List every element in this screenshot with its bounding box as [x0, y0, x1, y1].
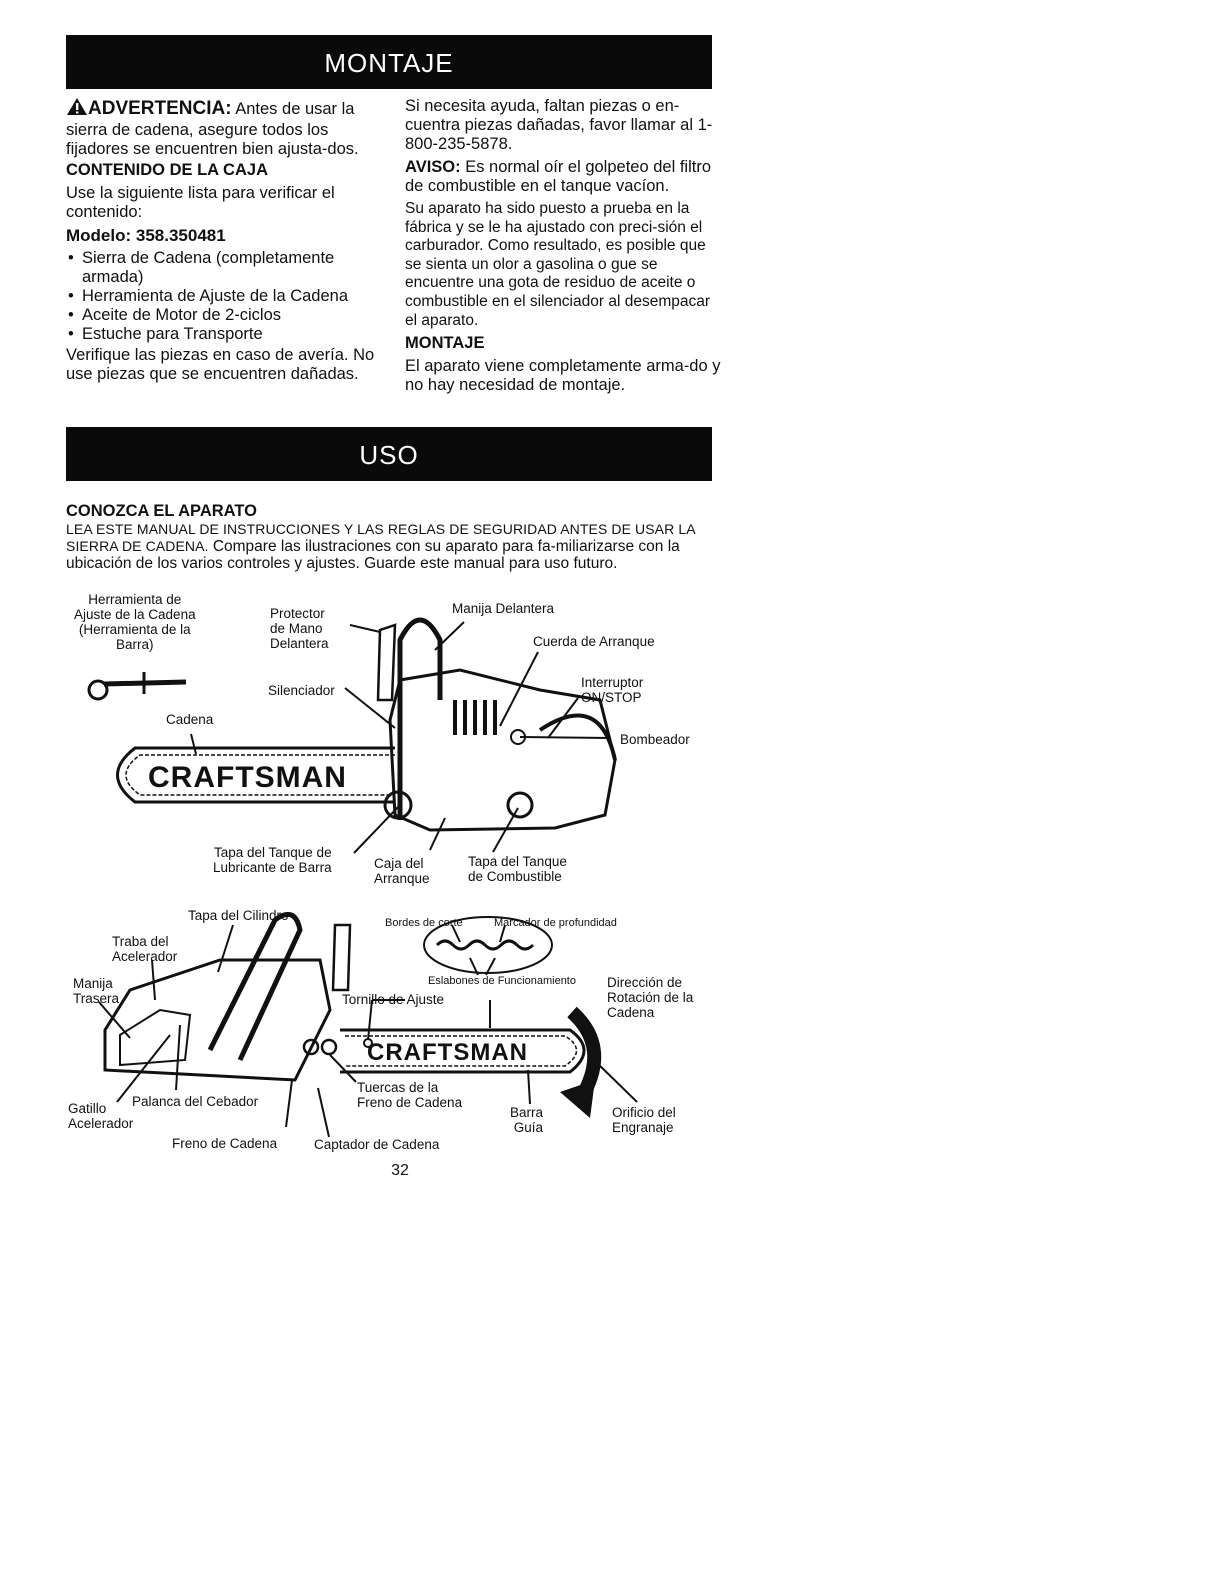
uso-intro: [66, 503, 726, 572]
label-tuercas: Tuercas de la Freno de Cadena: [357, 1080, 463, 1110]
label-tool: Herramienta de Ajuste de la Cadena (Herramienta de la Barra): [74, 592, 196, 652]
label-cuerda: Cuerda de Arranque: [533, 634, 655, 649]
aviso-paragraph: [405, 158, 725, 196]
label-interruptor: Interruptor ON/STOP: [581, 675, 644, 705]
warning-label: ADVERTENCIA:: [88, 98, 232, 119]
label-cadena: Cadena: [166, 712, 214, 727]
label-silenciador: Silenciador: [268, 683, 335, 698]
label-palanca: Palanca del Cebador: [132, 1094, 259, 1109]
label-gatillo: Gatillo Acelerador: [68, 1101, 134, 1131]
label-tapa-lubricante: Tapa del Tanque de Lubricante de Barra: [213, 845, 332, 875]
label-traba: Traba del Acelerador: [112, 934, 178, 964]
box-heading: CONTENIDO DE LA CAJA: [66, 161, 268, 179]
brand-logo: CRAFTSMAN: [148, 761, 347, 794]
box-text: Use la siguiente lista para verificar el contenido:: [66, 184, 335, 221]
label-manija-trasera: Manija Trasera: [73, 976, 120, 1006]
help-text: Si necesita ayuda, faltan piezas o en-cuentra piezas dañadas, favor llamar al 1-800-235-5878.: [405, 97, 713, 153]
label-direccion: Dirección de Rotación de la Cadena: [607, 975, 694, 1020]
montaje-banner: MONTAJE: [66, 35, 712, 89]
left-column: [66, 97, 386, 388]
verify-text: Verifique las piezas en caso de avería. No use piezas que se encuentren dañadas.: [66, 346, 375, 383]
label-tornillo: Tornillo de Ajuste: [342, 992, 445, 1007]
label-protector: Protector de Mano Delantera: [270, 606, 329, 651]
label-marcador: Marcador de profundidad: [494, 917, 617, 929]
brand-logo-small: CRAFTSMAN: [367, 1039, 528, 1066]
label-orificio: Orificio del Engranaje: [612, 1105, 676, 1135]
uso-body-text: Compare las ilustraciones con su aparato para fa-miliarizarse con la ubicación de los varios controles y ajustes. Guarde este manual para uso futuro.: [66, 538, 680, 572]
montaje-text: El aparato viene completamente arma-do y no hay necesidad de montaje.: [405, 357, 721, 395]
page-number: 32: [391, 1162, 409, 1179]
label-bombeador: Bombeador: [620, 732, 690, 747]
aviso-text: Es normal oír el golpeteo del filtro de combustible en el tanque vacíon.: [405, 158, 712, 195]
uso-banner: USO: [66, 427, 712, 481]
list-item: • Estuche para Transporte: [66, 325, 386, 344]
warning-icon: [66, 97, 88, 121]
list-item: • Aceite de Motor de 2-ciclos: [66, 306, 386, 325]
label-tapa-cilindro: Tapa del Cilindro: [188, 908, 289, 923]
model-number: Modelo: 358.350481: [66, 226, 226, 245]
label-eslabones: Eslabones de Funcionamiento: [428, 975, 576, 987]
factory-text: Su aparato ha sido puesto a prueba en la fábrica y se le ha ajustado con preci-sión el carburador. Como resultado, es posible que se sienta un olor a gasolina o gue se encuentre una gota de residuo de aceite o combustible en el silenciador al desempacar el aparato.: [405, 200, 710, 329]
list-item: • Sierra de Cadena (completamente armada): [66, 249, 386, 287]
warning-text: Antes de usar la sierra de cadena, asegure todos los fijadores se encuentren bien ajusta-dos.: [66, 100, 359, 158]
label-barra: Barra Guía: [510, 1105, 544, 1135]
montaje-heading: MONTAJE: [405, 334, 485, 353]
label-captador: Captador de Cadena: [314, 1137, 440, 1152]
uso-caps-text: LEA ESTE MANUAL DE INSTRUCCIONES Y LAS REGLAS DE SEGURIDAD ANTES DE USAR LA SIERRA DE CADENA.: [66, 521, 695, 554]
label-bordes: Bordes de corte: [385, 917, 463, 929]
label-freno: Freno de Cadena: [172, 1136, 278, 1151]
label-manija-delantera: Manija Delantera: [452, 601, 555, 616]
uso-heading: CONOZCA EL APARATO: [66, 502, 257, 520]
list-item: • Herramienta de Ajuste de la Cadena: [66, 287, 386, 306]
contents-list: [66, 249, 386, 344]
label-tapa-combustible: Tapa del Tanque de Combustible: [468, 854, 567, 884]
right-column: [405, 97, 725, 399]
warning-paragraph: [66, 97, 386, 159]
aviso-label: AVISO:: [405, 158, 461, 176]
label-caja: Caja del Arranque: [374, 856, 430, 886]
